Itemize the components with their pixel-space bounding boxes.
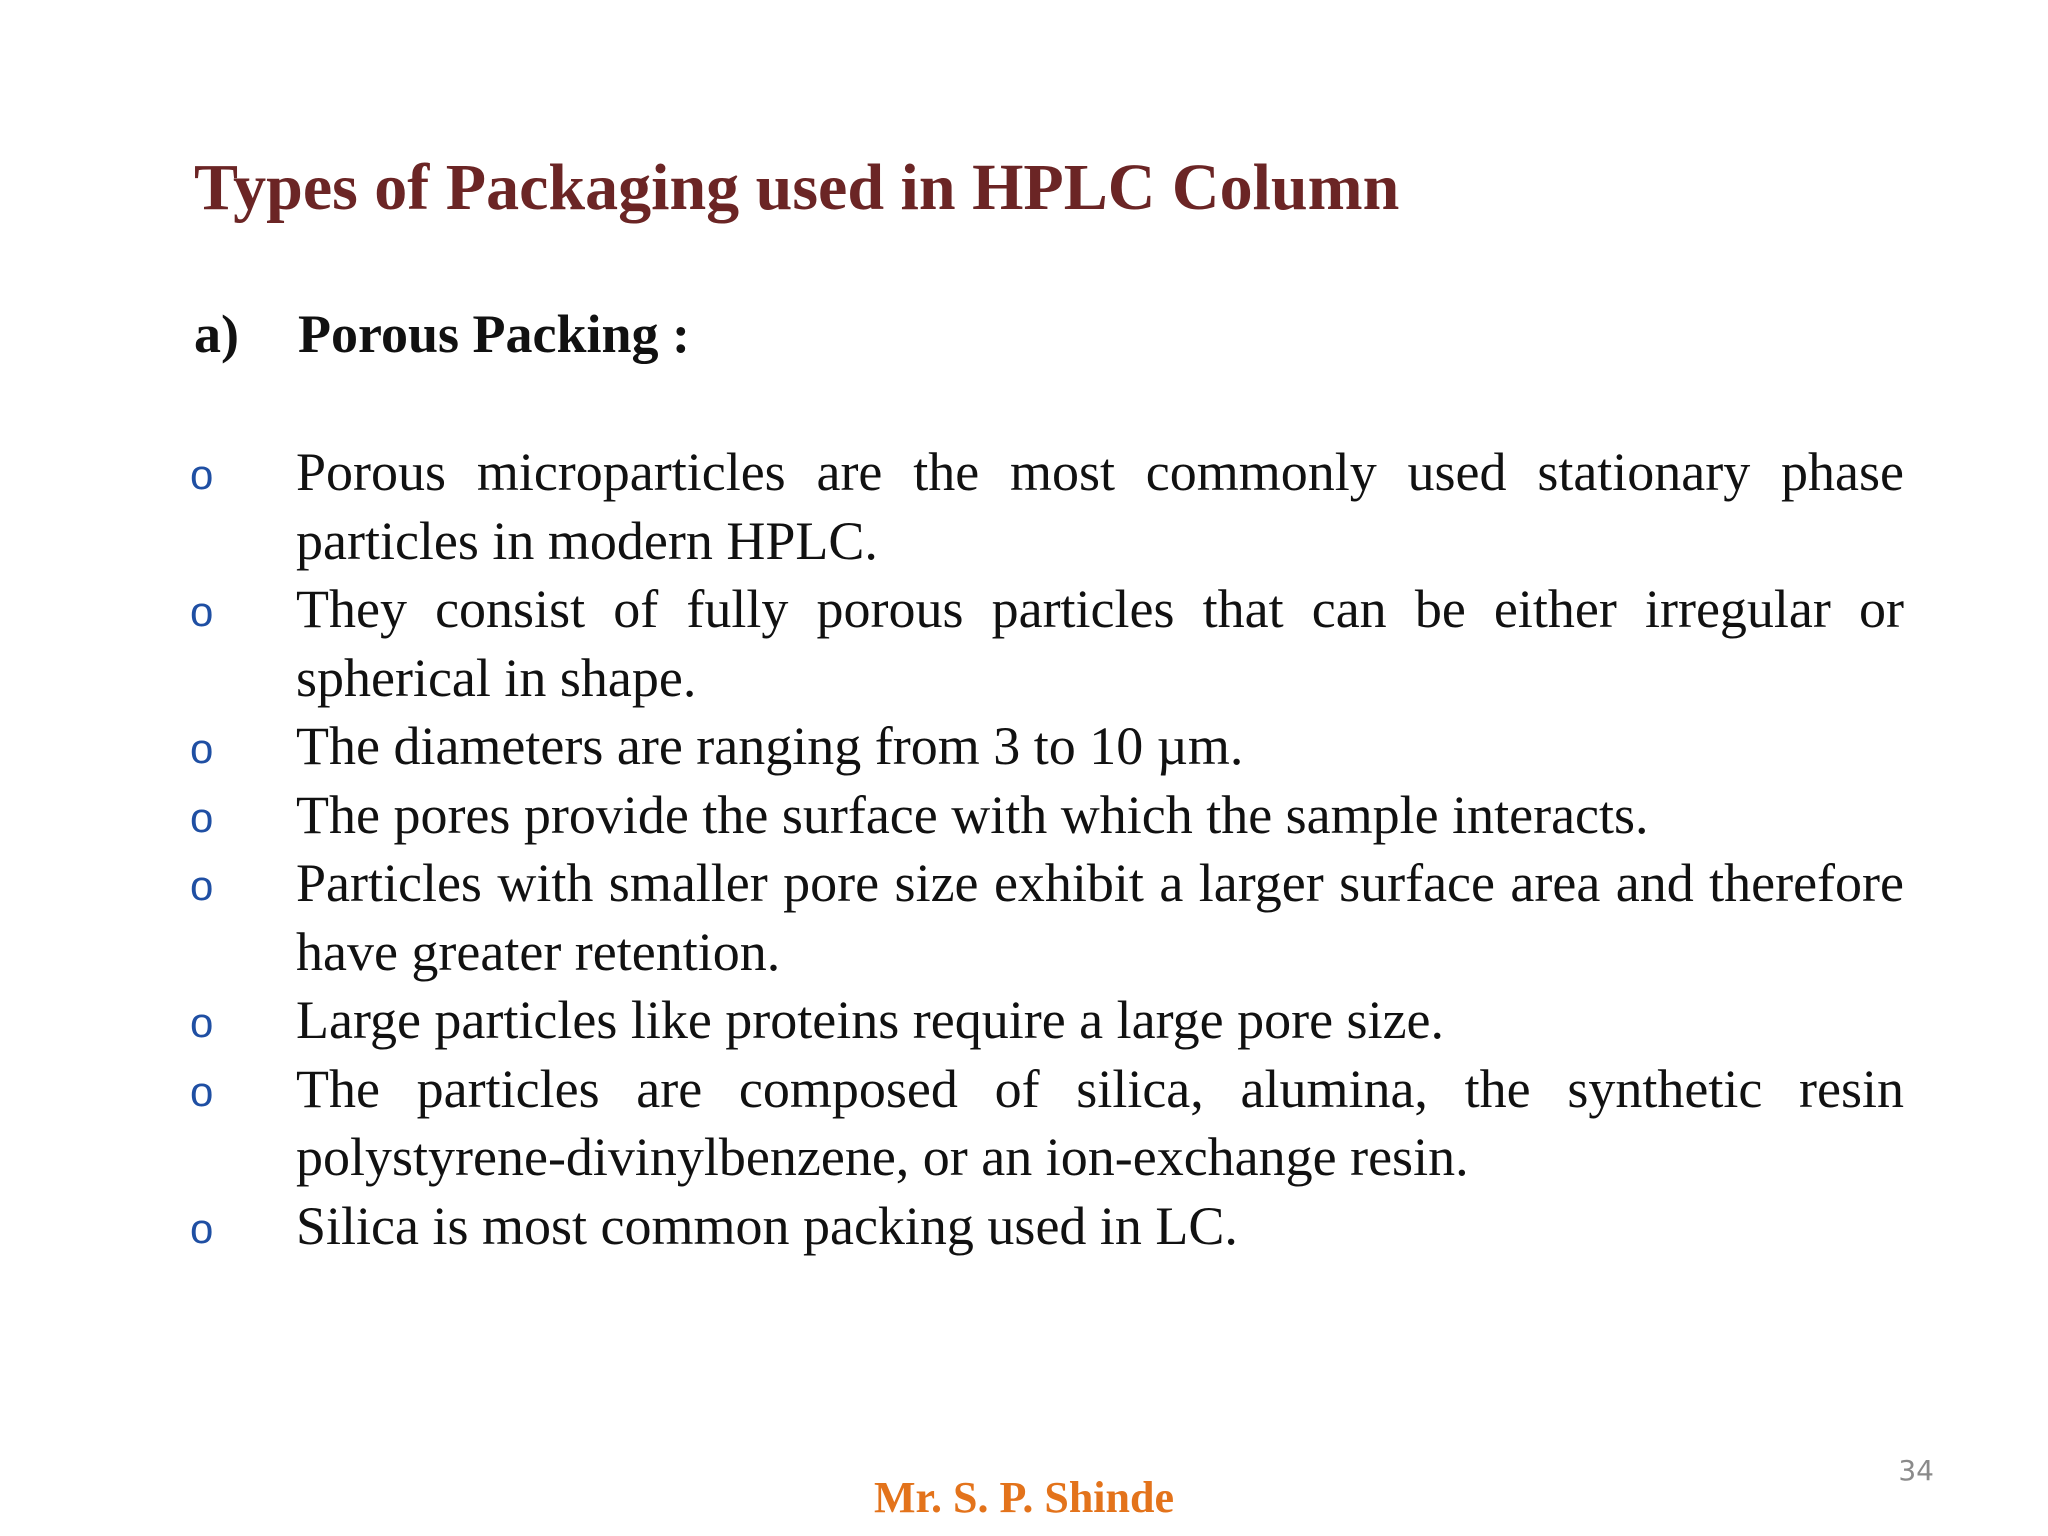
bullet-text: The particles are composed of silica, alumina, the synthetic resin polystyrene-divinylbenzene, or an ion-exchange resin. [296,1058,1904,1187]
bullet-list [190,438,1904,1260]
bullet-text: The pores provide the surface with which the sample interacts. [296,784,1649,845]
section-heading-text: Porous Packing : [298,304,691,364]
bullet-item [190,781,1904,850]
section-marker: a) [194,304,239,364]
bullet-item [190,849,1904,986]
bullet-item [190,986,1904,1055]
bullet-item [190,438,1904,575]
bullet-text: Large particles like proteins require a large pore size. [296,990,1445,1050]
section-heading [194,302,690,367]
bullet-text: Porous microparticles are the most commonly used stationary phase particles in modern HPLC. [296,442,1904,571]
hollow-circle-bullet-icon: o [190,588,214,635]
bullet-item [190,1055,1904,1192]
hollow-circle-bullet-icon: o [190,793,214,841]
bullet-item [190,575,1904,712]
slide-title: Types of Packaging used in HPLC Column [194,151,1400,224]
hollow-circle-bullet-icon: o [190,1204,214,1252]
hollow-circle-bullet-icon: o [190,1067,214,1115]
bullet-item [190,712,1904,781]
bullet-text: They consist of fully porous particles that can be either irregular or spherical in shape. [296,579,1904,708]
hollow-circle-bullet-icon: o [190,999,214,1046]
bullet-text: Particles with smaller pore size exhibit a larger surface area and therefore have greater retention. [296,853,1904,982]
hollow-circle-bullet-icon: o [190,725,214,772]
bullet-text: Silica is most common packing used in LC. [296,1195,1238,1256]
hollow-circle-bullet-icon: o [190,451,214,498]
bullet-item [190,1192,1904,1261]
hollow-circle-bullet-icon: o [190,862,214,909]
footer-author: Mr. S. P. Shinde [874,1473,1174,1522]
page-number: 34 [1898,1454,1934,1487]
bullet-text: The diameters are ranging from 3 to 10 µm. [296,716,1244,776]
